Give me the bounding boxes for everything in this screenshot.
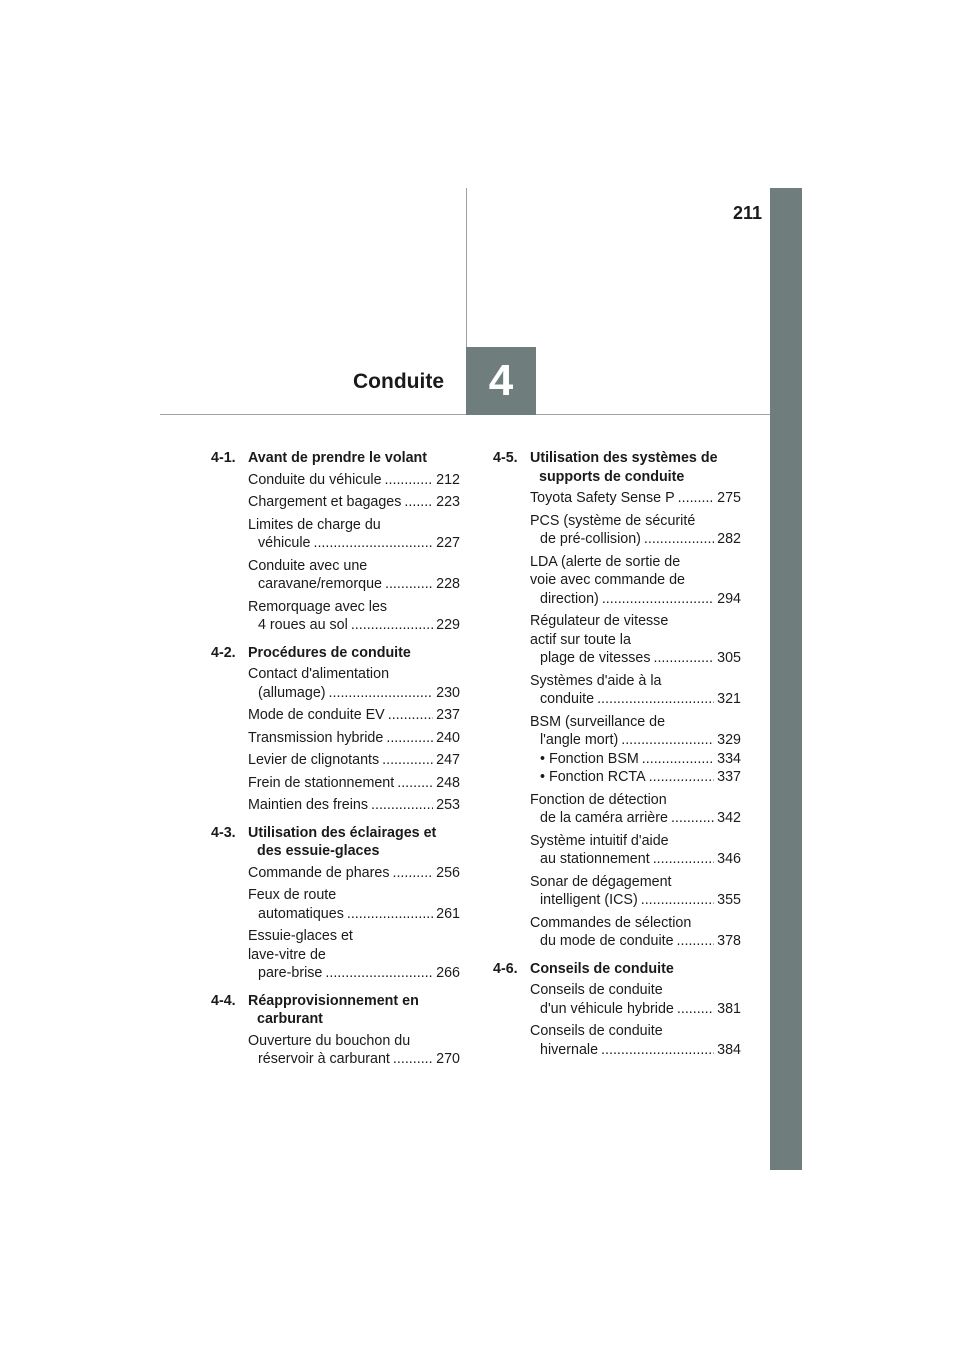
toc-entry[interactable] <box>530 832 741 869</box>
section-title: Procédures de conduite <box>248 644 411 661</box>
entry-leader-line <box>258 534 460 553</box>
entry-text: Mode de conduite EV <box>248 707 385 723</box>
entry-text-line: LDA (alerte de sortie de <box>530 553 681 570</box>
dot-leader <box>382 751 433 770</box>
entry-page-number: 305 <box>717 650 741 666</box>
entry-leader-line <box>540 809 741 828</box>
section-heading <box>493 960 741 979</box>
entry-text: réservoir à carburant <box>258 1051 390 1067</box>
entry-text: de la caméra arrière <box>540 810 668 826</box>
entry-page-number: 230 <box>436 684 460 701</box>
dot-leader <box>677 932 715 951</box>
entry-page-number: 237 <box>436 707 460 723</box>
dot-leader <box>677 1000 714 1019</box>
entry-leader-line <box>540 891 741 910</box>
dot-leader <box>671 809 714 828</box>
section-title: Utilisation des éclairages et des essuie-glaces <box>248 824 437 859</box>
entry-page-number: 294 <box>717 590 741 607</box>
dot-leader <box>641 891 714 910</box>
entry-text: plage de vitesses <box>540 650 651 666</box>
page-number: 211 <box>732 203 762 223</box>
toc-entry[interactable] <box>248 774 460 793</box>
dot-leader <box>653 649 714 668</box>
entry-page-number: 337 <box>717 769 741 785</box>
dot-leader <box>371 796 433 815</box>
toc-entry[interactable] <box>248 706 460 725</box>
toc-entry[interactable] <box>530 672 741 709</box>
entry-text: Commande de phares <box>248 864 390 881</box>
section-number: 4-5. <box>493 450 518 466</box>
entry-leader-line <box>248 471 460 490</box>
entry-leader-line <box>540 1041 741 1060</box>
toc-entry[interactable] <box>248 516 460 553</box>
entry-text: pare-brise <box>258 965 323 981</box>
entry-text: Conduite du véhicule <box>248 471 382 488</box>
entry-leader-line <box>258 905 460 924</box>
toc-entry[interactable] <box>530 873 741 910</box>
dot-leader <box>313 534 433 553</box>
chapter-title: Conduite <box>353 370 444 393</box>
dot-leader <box>602 590 714 609</box>
dot-leader <box>649 768 714 787</box>
entry-text: Transmission hybride <box>248 729 384 746</box>
entry-text-line: Systèmes d'aide à la <box>530 672 662 689</box>
entry-text: intelligent (ICS) <box>540 892 638 908</box>
dot-leader <box>329 684 434 703</box>
entry-text-line: voie avec commande de <box>530 572 685 588</box>
section-number: 4-6. <box>493 960 518 977</box>
toc-entry[interactable] <box>530 981 741 1018</box>
entry-leader-line <box>540 649 741 668</box>
section-heading <box>211 824 460 861</box>
entry-text: hivernale <box>540 1041 599 1058</box>
entry-text: (allumage) <box>258 684 326 701</box>
entry-leader-line <box>258 964 460 983</box>
entry-leader-line <box>540 690 741 709</box>
entry-leader-line <box>540 850 741 869</box>
toc-right-column <box>493 449 741 1068</box>
toc-entry[interactable] <box>248 598 460 635</box>
section-title: Conseils de conduite <box>530 960 674 977</box>
entry-text: Chargement et bagages <box>248 494 402 510</box>
toc-entry[interactable] <box>248 864 460 883</box>
entry-text: Levier de clignotants <box>248 752 380 768</box>
dot-leader <box>325 964 433 983</box>
entry-page-number: 227 <box>436 535 460 551</box>
toc-entry[interactable] <box>530 553 741 609</box>
entry-text: Maintien des freins <box>248 797 368 813</box>
toc-entry[interactable] <box>530 1022 741 1059</box>
dot-leader <box>385 575 433 594</box>
entry-text: d'un véhicule hybride <box>540 1000 674 1017</box>
entry-page-number: 266 <box>436 965 460 981</box>
entry-text-line: Commandes de sélection <box>530 914 692 931</box>
entry-leader-line <box>248 493 460 512</box>
vertical-rule <box>466 188 467 348</box>
entry-leader-line <box>248 751 460 770</box>
entry-page-number: 240 <box>436 729 460 746</box>
dot-leader <box>644 530 714 549</box>
entry-leader-line <box>248 774 460 793</box>
entry-text-line: Régulateur de vitesse <box>530 613 669 629</box>
section-number: 4-1. <box>211 450 236 466</box>
entry-leader-line <box>248 796 460 815</box>
chapter-side-tab <box>770 188 802 1170</box>
toc-entry[interactable] <box>248 729 460 748</box>
section-number: 4-2. <box>211 644 236 661</box>
entry-leader-line <box>248 729 460 748</box>
section-number: 4-4. <box>211 992 236 1009</box>
dot-leader <box>347 905 433 924</box>
entry-text-line: Fonction de détection <box>530 791 667 808</box>
entry-text-line: Sonar de dégagement <box>530 873 672 890</box>
entry-page-number: 228 <box>436 576 460 592</box>
toc-section <box>493 960 741 1060</box>
entry-leader-line <box>540 590 741 609</box>
toc-entry[interactable] <box>248 927 460 983</box>
dot-leader <box>351 616 433 635</box>
entry-page-number: 247 <box>436 752 460 768</box>
section-heading <box>493 449 741 486</box>
entry-text-line: BSM (surveillance de <box>530 713 666 730</box>
entry-text-line: Essuie-glaces et <box>248 928 353 944</box>
entry-leader-line <box>248 864 460 883</box>
entry-text: • Fonction BSM <box>540 750 639 767</box>
entry-text: l'angle mort) <box>540 732 619 748</box>
entry-leader-line <box>540 1000 741 1019</box>
dot-leader <box>642 750 714 769</box>
entry-leader-line <box>540 768 741 787</box>
section-number: 4-3. <box>211 824 236 841</box>
dot-leader <box>392 864 433 883</box>
horizontal-rule <box>160 414 770 415</box>
toc-entry[interactable] <box>248 796 460 815</box>
toc-entry[interactable] <box>248 886 460 923</box>
entry-text: Frein de stationnement <box>248 774 395 791</box>
entry-text: automatiques <box>258 905 344 922</box>
entry-page-number: 223 <box>436 494 460 510</box>
toc-entry[interactable] <box>530 512 741 549</box>
entry-leader-line <box>540 731 741 750</box>
entry-text-line: lave-vitre de <box>248 946 326 963</box>
toc-entry[interactable] <box>248 751 460 770</box>
dot-leader <box>386 729 433 748</box>
entry-page-number: 275 <box>717 490 741 506</box>
section-title: Réapprovisionnement en carburant <box>248 992 419 1027</box>
toc-entry[interactable] <box>530 914 741 951</box>
toc-entry[interactable] <box>248 471 460 490</box>
entry-leader-line <box>258 684 460 703</box>
entry-page-number: 212 <box>436 471 460 488</box>
entry-page-number: 381 <box>717 1000 741 1017</box>
toc-entry[interactable] <box>248 665 460 702</box>
entry-page-number: 378 <box>717 933 741 949</box>
toc-left-column <box>211 449 460 1078</box>
entry-text: conduite <box>540 691 595 707</box>
toc-entry[interactable] <box>248 493 460 512</box>
dot-leader <box>653 850 714 869</box>
section-heading <box>211 449 460 468</box>
section-heading <box>211 992 460 1029</box>
dot-leader <box>385 471 434 490</box>
entry-page-number: 270 <box>436 1051 460 1067</box>
entry-text: Toyota Safety Sense P <box>530 490 675 506</box>
entry-text-line: Remorquage avec les <box>248 598 388 615</box>
dot-leader <box>404 493 433 512</box>
dot-leader <box>393 1050 433 1069</box>
toc-entry[interactable] <box>530 612 741 668</box>
toc-section <box>211 824 460 983</box>
chapter-number-box: 4 <box>466 347 536 415</box>
dot-leader <box>621 731 714 750</box>
entry-leader-line <box>258 616 460 635</box>
entry-page-number: 334 <box>717 750 741 767</box>
toc-entry[interactable] <box>530 713 741 750</box>
entry-text-line: Limites de charge du <box>248 516 381 533</box>
entry-page-number: 282 <box>717 531 741 547</box>
toc-section <box>493 449 741 951</box>
entry-leader-line <box>258 1050 460 1069</box>
toc-section <box>211 992 460 1069</box>
toc-entry[interactable] <box>530 489 741 508</box>
toc-entry[interactable] <box>530 791 741 828</box>
entry-leader-line <box>258 575 460 594</box>
entry-page-number: 342 <box>717 810 741 826</box>
entry-text-line: Contact d'alimentation <box>248 666 390 682</box>
toc-entry[interactable] <box>248 557 460 594</box>
toc-section <box>211 449 460 635</box>
entry-page-number: 346 <box>717 851 741 867</box>
entry-page-number: 261 <box>436 905 460 922</box>
entry-text-line: Système intuitif d'aide <box>530 832 669 849</box>
entry-text: véhicule <box>258 535 311 551</box>
toc-entry[interactable] <box>530 750 741 769</box>
section-title: Avant de prendre le volant <box>248 450 428 466</box>
entry-page-number: 329 <box>717 732 741 748</box>
entry-text-line: Ouverture du bouchon du <box>248 1032 411 1049</box>
section-title: Utilisation des systèmes de supports de conduite <box>530 450 718 485</box>
dot-leader <box>388 706 433 725</box>
toc-section <box>211 644 460 815</box>
entry-page-number: 355 <box>717 892 741 908</box>
entry-text: caravane/remorque <box>258 576 382 592</box>
entry-page-number: 253 <box>436 797 460 813</box>
dot-leader <box>397 774 433 793</box>
entry-text: de pré-collision) <box>540 531 641 547</box>
dot-leader <box>597 690 714 709</box>
entry-text-line: actif sur toute la <box>530 631 631 648</box>
entry-leader-line <box>540 932 741 951</box>
entry-page-number: 229 <box>436 617 460 633</box>
entry-leader-line <box>540 530 741 549</box>
entry-page-number: 256 <box>436 864 460 881</box>
section-heading <box>211 644 460 663</box>
entry-text-line: Conduite avec une <box>248 557 368 574</box>
dot-leader <box>678 489 714 508</box>
entry-page-number: 248 <box>436 774 460 791</box>
entry-text: • Fonction RCTA <box>540 769 646 785</box>
toc-entry[interactable] <box>530 768 741 787</box>
entry-text: au stationnement <box>540 851 650 867</box>
entry-page-number: 321 <box>717 691 741 707</box>
entry-page-number: 384 <box>717 1041 741 1058</box>
entry-text-line: Feux de route <box>248 887 337 903</box>
entry-leader-line <box>540 750 741 769</box>
entry-text: 4 roues au sol <box>258 617 348 633</box>
entry-text-line: PCS (système de sécurité <box>530 512 696 529</box>
entry-leader-line <box>248 706 460 725</box>
entry-text: du mode de conduite <box>540 933 674 949</box>
entry-text-line: Conseils de conduite <box>530 1023 663 1039</box>
dot-leader <box>601 1041 714 1060</box>
entry-text-line: Conseils de conduite <box>530 982 663 998</box>
toc-entry[interactable] <box>248 1032 460 1069</box>
entry-text: direction) <box>540 590 599 607</box>
entry-leader-line <box>530 489 741 508</box>
